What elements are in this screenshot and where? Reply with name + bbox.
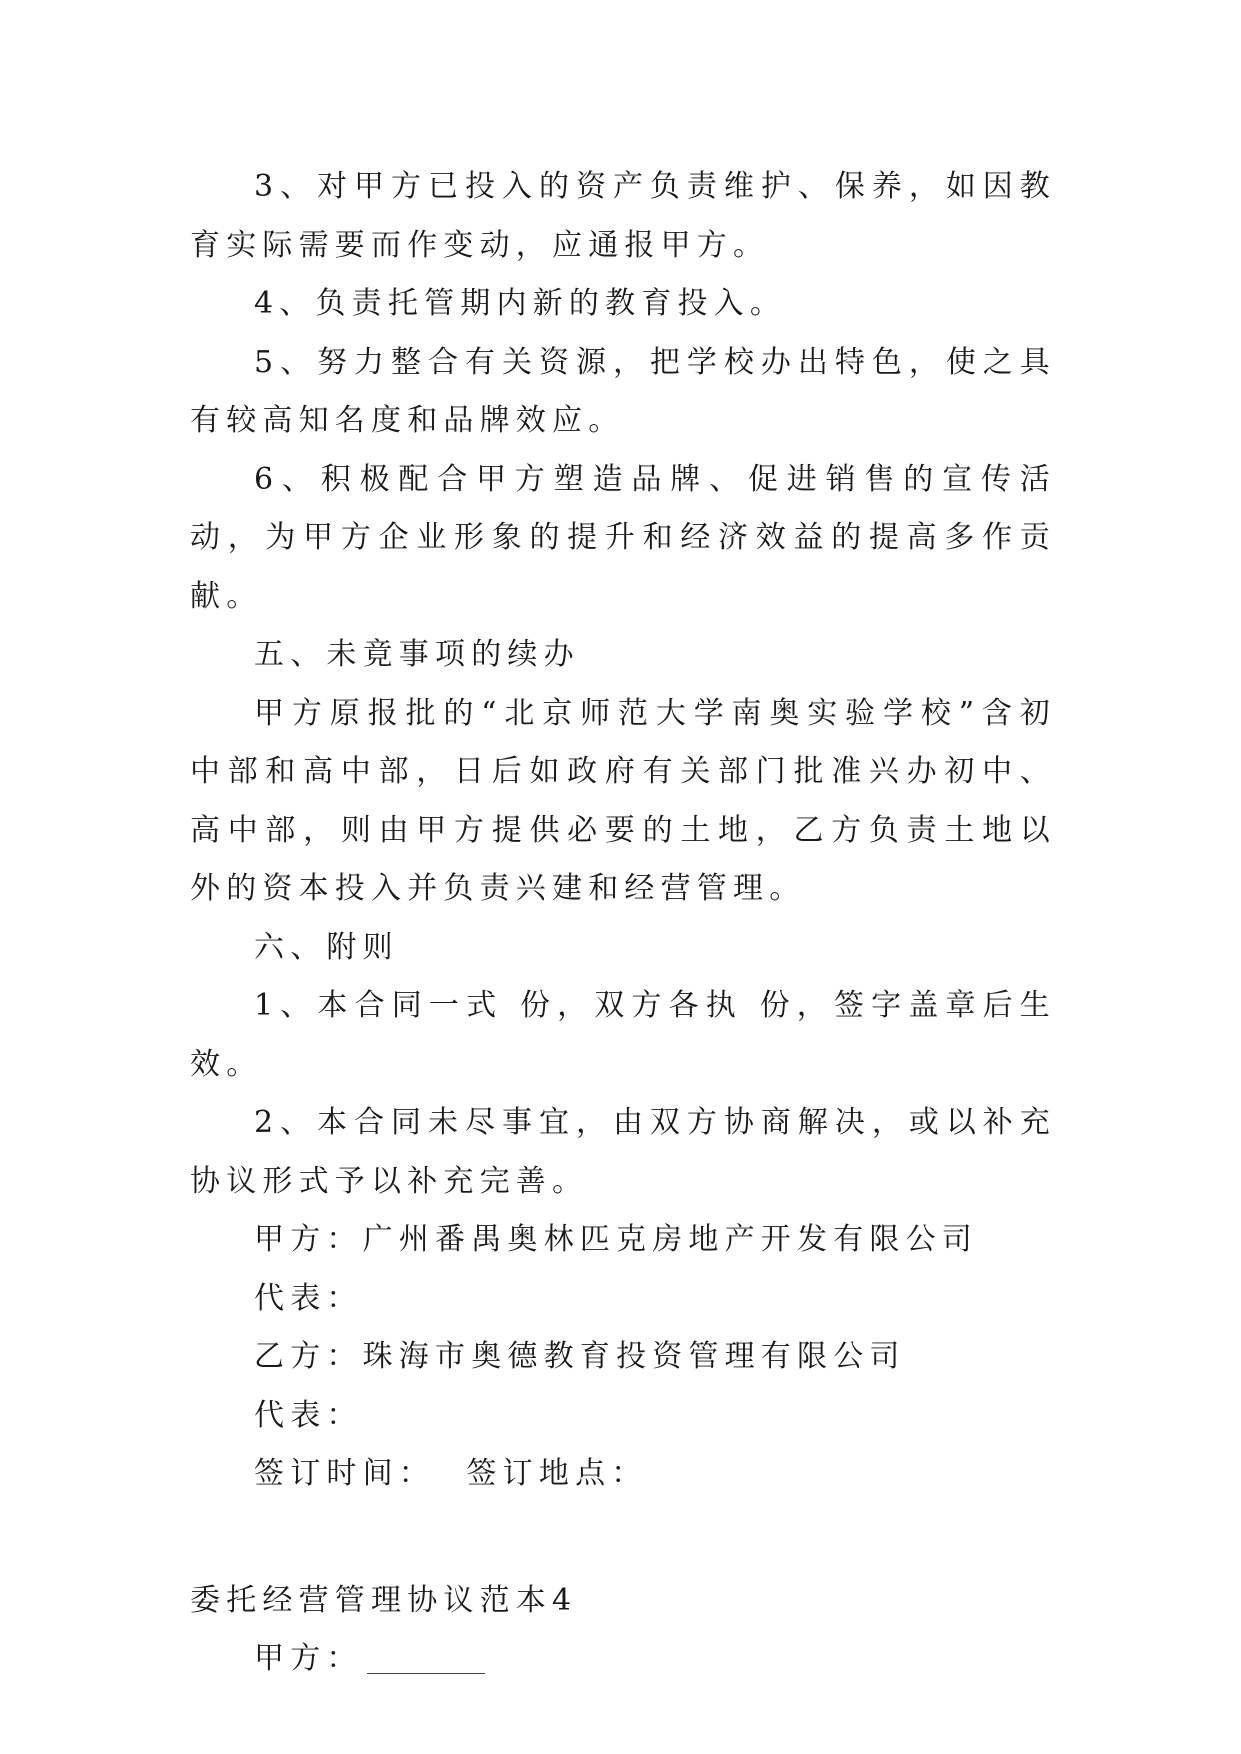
- section-5-body: 甲方原报批的“北京师范大学南奥实验学校”含初中部和高中部，日后如政府有关部门批准兴办初中、高中部，则由甲方提供必要的土地，乙方负责土地以外的资本投入并负责兴建和经营管理。: [190, 695, 1056, 906]
- party-b-representative: 代表：: [254, 1397, 363, 1433]
- clause-6-promotion: 6、积极配合甲方塑造品牌、促进销售的宣传活动，为甲方企业形象的提升和经济效益的提高多作贡献。: [190, 461, 1056, 614]
- agreement-4-title: 委托经营管理协议范本4: [190, 1582, 578, 1618]
- signing-time-place: 签订时间： 签订地点：: [254, 1456, 648, 1491]
- party-b-line: 乙方：珠海市奥德教育投资管理有限公司: [254, 1339, 906, 1374]
- appendix-clause-2: 2、本合同未尽事宜，由双方协商解决，或以补充协议形式予以补充完善。: [190, 1105, 1056, 1199]
- clause-4-investment: 4、负责托管期内新的教育投入。: [254, 286, 787, 321]
- clause-3-maintenance: 3、对甲方已投入的资产负责维护、保养，如因教育实际需要而作变动，应通报甲方。: [190, 169, 1056, 263]
- party-a-label: 甲方：: [254, 1641, 363, 1676]
- clause-5-resources: 5、努力整合有关资源，把学校办出特色，使之具有较高知名度和品牌效应。: [190, 344, 1056, 438]
- section-6-heading: 六、附则: [254, 929, 399, 965]
- party-a-representative: 代表：: [254, 1280, 363, 1316]
- party-a-blank-line: [367, 1643, 485, 1674]
- section-5-heading: 五、未竟事项的续办: [254, 637, 580, 672]
- document-body: [190, 158, 1056, 1689]
- party-a-line: 甲方：广州番禺奥林匹克房地产开发有限公司: [254, 1222, 978, 1257]
- agreement-4-party-a: [190, 1630, 1056, 1689]
- appendix-clause-1: 1、本合同一式 份，双方各执 份，签字盖章后生效。: [190, 988, 1056, 1082]
